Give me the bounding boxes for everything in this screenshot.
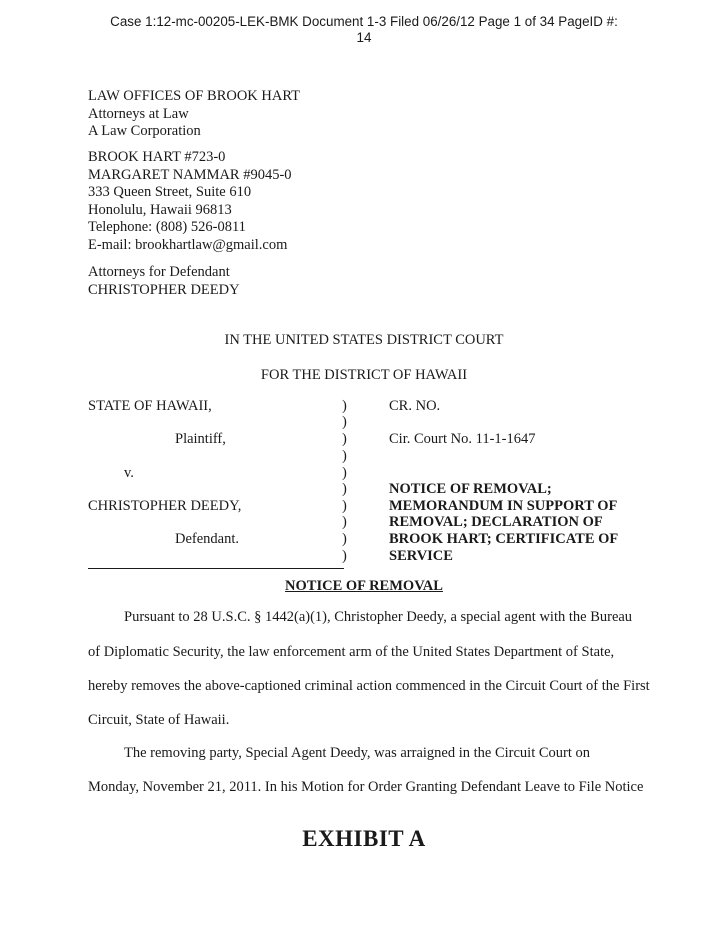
body-line: Pursuant to 28 U.S.C. § 1442(a)(1), Christopher Deedy, a special agent with the Bureau [124,609,633,625]
caption-paren: ) [342,431,347,447]
attorney-line: Telephone: (808) 526-0811 [88,219,246,235]
caption-doc-title: MEMORANDUM IN SUPPORT OF [389,498,618,514]
caption-doc-title: BROOK HART; CERTIFICATE OF [389,531,619,547]
caption-paren: ) [342,531,347,547]
caption-plaintiff: STATE OF HAWAII, [88,398,212,414]
caption-doc-title: REMOVAL; DECLARATION OF [389,514,603,530]
attorney-line: E-mail: brookhartlaw@gmail.com [88,236,288,253]
court-name: IN THE UNITED STATES DISTRICT COURT [224,332,504,348]
attorney-line: 333 Queen Street, Suite 610 [88,184,252,200]
body-line: Monday, November 21, 2011. In his Motion for Order Granting Defendant Leave to File Notice [88,779,644,795]
ecf-header-line2: 14 [356,30,372,45]
court-district: FOR THE DISTRICT OF HAWAII [260,367,468,383]
caption-paren: ) [342,498,347,514]
body-line: The removing party, Special Agent Deedy, was arraigned in the Circuit Court on [124,745,591,761]
document-title: NOTICE OF REMOVAL [285,578,443,594]
caption-doc-title: NOTICE OF REMOVAL; [389,481,552,497]
caption-paren: ) [342,481,347,497]
caption-paren: ) [342,548,347,564]
firm-line: LAW OFFICES OF BROOK HART [88,88,301,104]
caption-case-number: CR. NO. [389,398,441,414]
body-line: hereby removes the above-captioned criminal action commenced in the Circuit Court of the First [88,678,650,694]
attorney-line: Honolulu, Hawaii 96813 [88,201,232,218]
caption-paren: ) [342,398,347,414]
firm-line: A Law Corporation [88,123,201,139]
caption-paren: ) [342,414,347,430]
caption-defendant: CHRISTOPHER DEEDY, [88,498,242,514]
attorney-line: BROOK HART #723-0 [88,149,226,165]
ecf-header [0,14,728,46]
caption-circuit-number: Cir. Court No. 11-1-1647 [389,431,536,447]
caption-rule [88,568,344,569]
attorney-block [88,149,292,254]
caption-paren: ) [342,514,347,530]
caption-paren: ) [342,448,347,464]
body-line: of Diplomatic Security, the law enforcement arm of the United States Department of State, [88,644,615,660]
caption-versus: v. [124,465,134,481]
ecf-header-line1: Case 1:12-mc-00205-LEK-BMK Document 1-3 Filed 06/26/12 Page 1 of 34 PageID #: [110,14,618,29]
firm-line: Attorneys at Law [88,105,189,122]
caption-paren: ) [342,465,347,481]
caption-doc-title: SERVICE [389,548,453,564]
representation-block [88,264,240,299]
caption-defendant-role: Defendant. [175,531,240,547]
attorney-line: MARGARET NAMMAR #9045-0 [88,166,292,183]
exhibit-stamp: EXHIBIT A [302,826,426,851]
firm-block [88,88,300,141]
body-line: Circuit, State of Hawaii. [88,712,230,728]
caption-plaintiff-role: Plaintiff, [175,431,226,447]
representation-line: Attorneys for Defendant [88,264,230,280]
representation-line: CHRISTOPHER DEEDY [88,281,240,298]
